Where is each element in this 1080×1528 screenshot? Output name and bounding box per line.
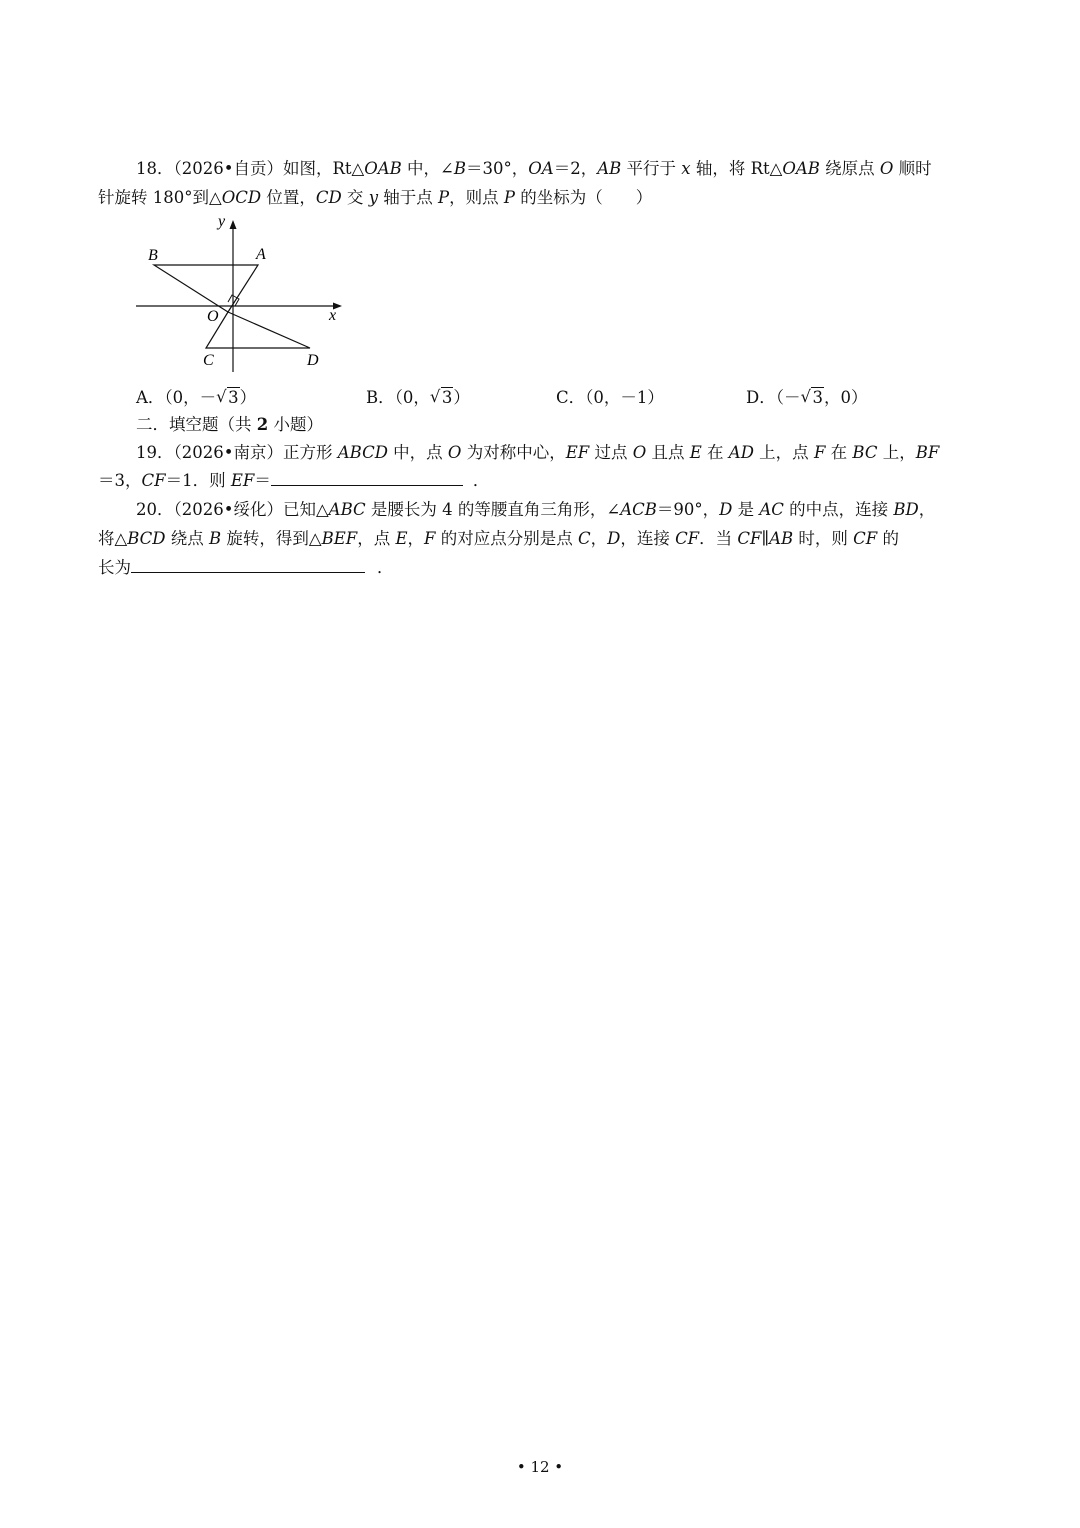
label-o: O bbox=[207, 308, 219, 325]
choice-c: C．（0，－1） bbox=[556, 388, 664, 407]
section-heading: 二．填空题（共 2 小题） bbox=[136, 415, 323, 434]
q20-line2: 将△BCD 绕点 B 旋转，得到△BEF，点 E，F 的对应点分别是点 C，D，连接 CF．当 CF∥AB 时，则 CF 的 bbox=[98, 529, 899, 548]
triangle-ocd bbox=[206, 312, 310, 348]
q18-line1: 18．（2026•自贡）如图，Rt△OAB 中，∠B＝30°，OA＝2，AB 平行于 x 轴，将 Rt△OAB 绕原点 O 顺时 bbox=[136, 159, 932, 178]
label-b: B bbox=[148, 247, 158, 264]
choice-b: B．（0，√ 3） bbox=[366, 386, 470, 410]
q20-line1: 20．（2026•绥化）已知△ABC 是腰长为 4 的等腰直角三角形，∠ACB＝90°，D 是 AC 的中点，连接 BD， bbox=[136, 500, 936, 519]
triangle-oab bbox=[154, 265, 258, 312]
q18-figure bbox=[132, 212, 348, 376]
y-axis-arrow-icon bbox=[230, 220, 237, 229]
q19-line2: ＝3，CF＝1．则 EF＝ ． bbox=[98, 471, 490, 490]
label-a: A bbox=[256, 246, 266, 263]
page-number: • 12 • bbox=[516, 1458, 564, 1476]
q20-line3: 长为 ． bbox=[98, 558, 394, 577]
q19-line1: 19．（2026•南京）正方形 ABCD 中，点 O 为对称中心，EF 过点 O 且点 E 在 AD 上，点 F 在 BC 上，BF bbox=[136, 443, 940, 462]
choice-a: A．（0，－√ 3） bbox=[136, 386, 256, 410]
answer-blank-20[interactable] bbox=[131, 556, 365, 573]
answer-blank-19[interactable] bbox=[271, 469, 463, 486]
label-y: y bbox=[218, 213, 226, 230]
q18-line2: 针旋转 180°到△OCD 位置，CD 交 y 轴于点 P，则点 P 的坐标为（ ） bbox=[98, 188, 653, 207]
label-x: x bbox=[329, 307, 337, 324]
choice-d: D．（－√ 3，0） bbox=[746, 386, 867, 410]
label-c: C bbox=[203, 352, 214, 369]
label-d: D bbox=[307, 352, 319, 369]
